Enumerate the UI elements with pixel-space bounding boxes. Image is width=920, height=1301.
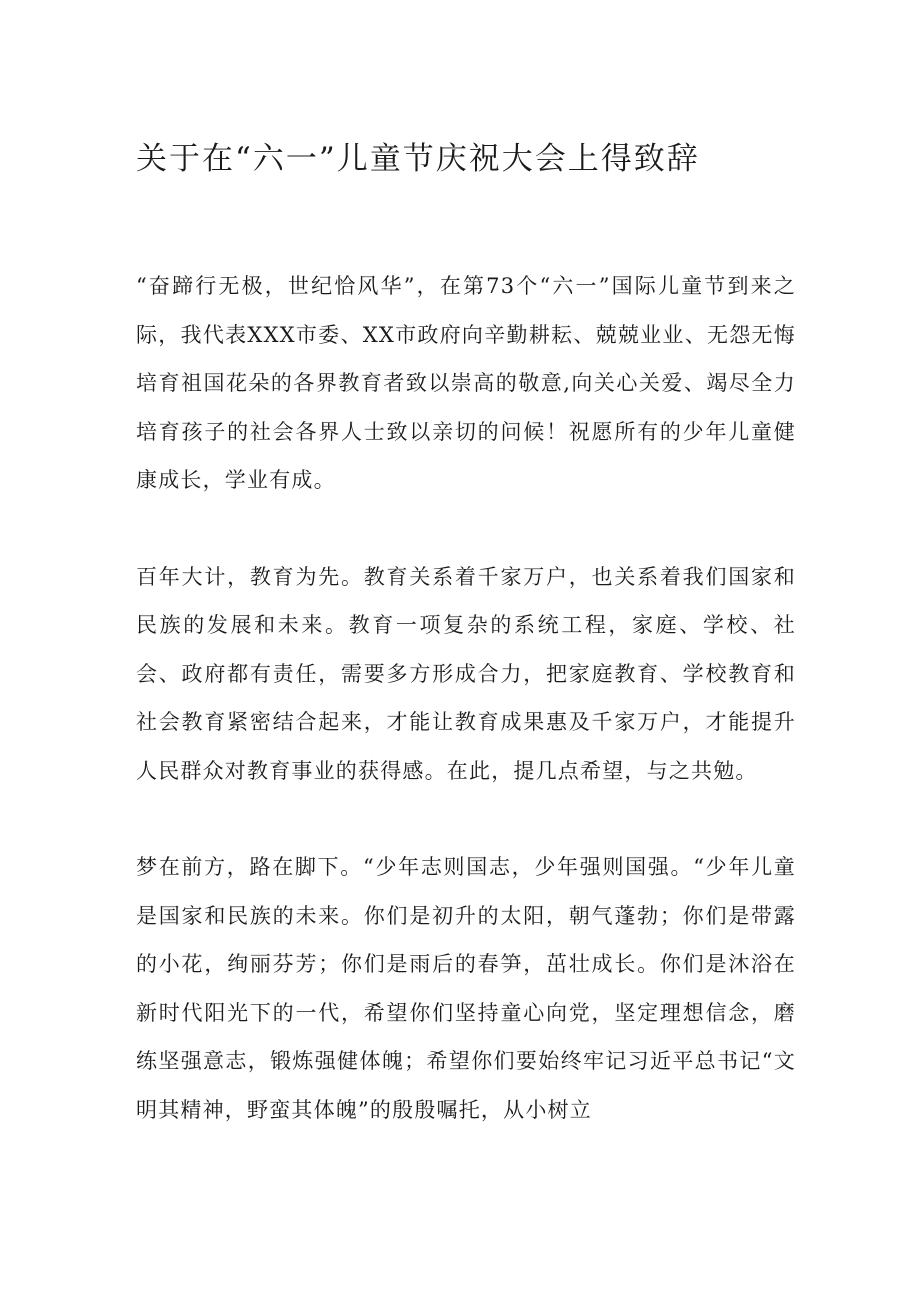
- document-body: [136, 262, 796, 1182]
- document-title: 关于在“六一”儿童节庆祝大会上得致辞: [136, 141, 700, 177]
- paragraph-dream: 梦在前方，路在脚下。“少年志则国志，少年强则国强。“少年儿童是国家和民族的未来。你们是初升的太阳，朝气蓬勃；你们是带露的小花，绚丽芬芳；你们是雨后的春笋，茁壮成长。你们是沐浴在新时代阳光下的一代，希望你们坚持童心向党，坚定理想信念，磨练坚强意志，锻炼强健体魄；希望你们要始终牢记习近平总书记“文明其精神，野蛮其体魄”的殷殷嘱托，从小树立: [136, 855, 796, 1122]
- paragraph-education: 百年大计，教育为先。教育关系着千家万户，也关系着我们国家和民族的发展和未来。教育一项复杂的系统工程，家庭、学校、社会、政府都有责任，需要多方形成合力，把家庭教育、学校教育和社会教育紧密结合起来，才能让教育成果惠及千家万户，才能提升人民群众对教育事业的获得感。在此，提几点希望，与之共勉。: [136, 564, 796, 783]
- paragraph-opening: “奋蹄行无极，世纪恰风华”，在第73个“六一”国际儿童节到来之际，我代表XXX市委、XX市政府向辛勤耕耘、兢兢业业、无怨无悔培育祖国花朵的各界教育者致以崇高的敬意,向关心关爱、竭尽全力培育孩子的社会各界人士致以亲切的问候！祝愿所有的少年儿童健康成长，学业有成。: [136, 274, 796, 492]
